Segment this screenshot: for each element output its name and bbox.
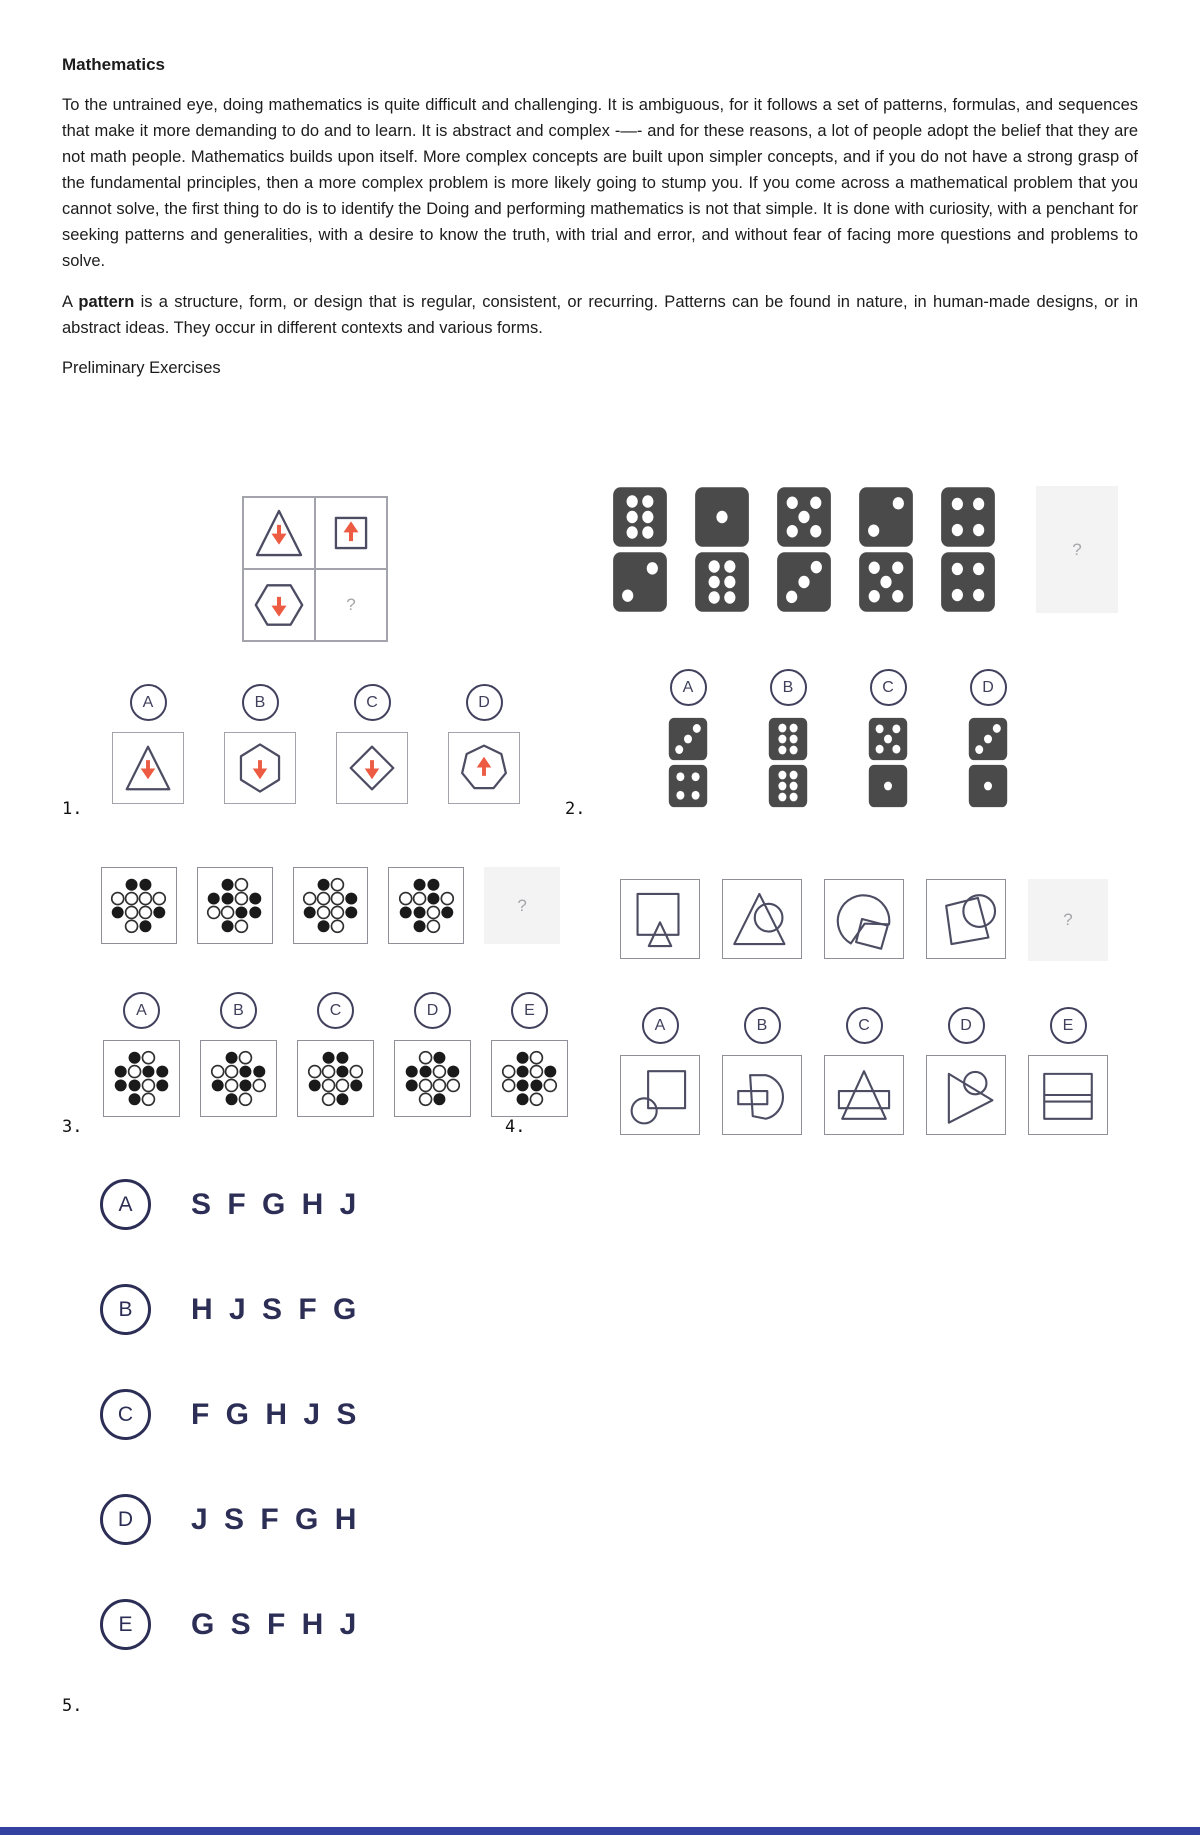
option-shape-box [336,732,408,804]
option-letter-D: D [100,1494,151,1545]
option-A [103,992,180,1117]
exercise-3-options [103,992,560,1117]
domino-half-4-icon [668,764,708,808]
option-D [394,992,471,1117]
domino-half-1-icon [968,764,1008,808]
option-letter-E: E [1050,1007,1087,1044]
composite-shape-square-circle [620,1055,700,1135]
option-D [926,1007,1006,1135]
domino-half-4-icon [940,551,996,613]
pattern-paragraph-prefix: A [62,293,79,311]
option-letter-D: D [970,669,1007,706]
domino-half-5-icon [776,486,832,548]
domino-half-1-icon [868,764,908,808]
composite-shape-triangle-rect [824,1055,904,1135]
option-letter-B: B [220,992,257,1029]
quad-circle-icon [933,886,999,952]
question-mark: ? [1063,910,1073,929]
option-letter-C: C [870,669,907,706]
domino-half-2-icon [858,486,914,548]
domino [858,486,914,613]
question-box [1036,486,1118,613]
option-letter-C: C [100,1389,151,1440]
exercise-number: 2. [565,799,586,819]
option-B [722,1007,802,1135]
domino [868,717,908,808]
triangle-down-arrow-icon [120,740,176,796]
diamond-down-arrow-icon [344,740,400,796]
letter-sequence: F G H J S [191,1397,361,1431]
exercise-row-1 [62,486,1138,821]
domino [768,717,808,808]
exercise-number: 3. [62,1117,83,1137]
letter-sequence: H J S F G [191,1292,361,1326]
option-letter-A: A [100,1179,151,1230]
option-letter-D: D [948,1007,985,1044]
pattern-paragraph-rest: is a structure, form, or design that is regular, consistent, or recurring. Patterns can be found in nature, in human-made designs, or in abstract ideas. They occur in different contexts and various forms. [62,293,1138,337]
letter-option-C [100,1391,1138,1438]
option-letter-A: A [123,992,160,1029]
option-C [336,684,408,804]
letter-option-D [100,1496,1138,1543]
hexagon-v-down-arrow-icon [232,740,288,796]
domino [612,486,668,613]
dot-grid-icon [203,874,266,937]
pattern-term: pattern [78,293,135,311]
dot-grid [101,867,177,944]
letter-sequence: G S F H J [191,1607,361,1641]
grid-cell [315,497,387,569]
composite-shape-banded-square [1028,1055,1108,1135]
domino-half-3-icon [968,717,1008,761]
domino-half-2-icon [612,551,668,613]
exercise-2-options [668,669,1138,808]
exercise-2 [560,486,1138,821]
grid-question-cell [315,569,387,641]
option-B [224,684,296,804]
banded-square-icon [1035,1062,1101,1128]
exercise-number: 5. [62,1696,83,1716]
exercise-number: 4. [505,1117,526,1137]
domino-half-6-icon [612,486,668,548]
domino-half-1-icon [694,486,750,548]
option-shape-box [448,732,520,804]
exercise-3-sequence [101,867,560,944]
domino [694,486,750,613]
letter-option-E [100,1601,1138,1648]
dot-grid-icon [299,874,362,937]
question-mark: ? [1072,539,1082,559]
composite-shape-triangle-circle [722,879,802,959]
intro-paragraph: To the untrained eye, doing mathematics is quite difficult and challenging. It is ambiguous, for it follows a set of patterns, formulas, and sequences that make it more demanding to do and to learn. It is abstract and complex -—- and for these reasons, a lot of people adopt the belief that they are not math people. Mathematics builds upon itself. More complex concepts are built upon simpler concepts, and if you do not have a strong grasp of the fundamental principles, then a more complex problem is more likely going to stump you. If you come across a mathematical problem that you cannot solve, the first thing to do is to identify the Doing and performing mathematics is not that simple. It is done with curiosity, with a penchant for seeking patterns and generalities, with a desire to know the truth, with trial and error, and without fear of facing more questions and problems to solve. [62,96,1138,270]
option-letter-C: C [846,1007,883,1044]
dot-grid-icon [110,1047,173,1110]
option-letter-A: A [670,669,707,706]
footer-bar [0,1827,1200,1835]
domino [668,717,708,808]
option-letter-C: C [317,992,354,1029]
exercises-area [62,486,1138,1716]
question-box [1028,879,1108,961]
domino-half-6-icon [694,551,750,613]
option-D [448,684,520,804]
exercise-number: 1. [62,799,83,819]
exercise-2-sequence [612,486,1138,613]
composite-shape-fan-square [824,879,904,959]
option-B [768,669,808,808]
option-letter-B: B [770,669,807,706]
dot-grid [293,867,369,944]
domino-half-6-icon [768,764,808,808]
domino-half-5-icon [868,717,908,761]
dot-grid-icon [395,874,458,937]
question-mark: ? [517,895,527,915]
domino [940,486,996,613]
dot-grid [491,1040,568,1117]
composite-shape-dshape-rect [722,1055,802,1135]
option-B [200,992,277,1117]
pattern-paragraph [62,289,1138,341]
exercise-row-2 [62,867,1138,1139]
letter-sequence: J S F G H [191,1502,361,1536]
domino-half-3-icon [776,551,832,613]
triangle-rect-icon [831,1062,897,1128]
option-letter-A: A [642,1007,679,1044]
triangle-down-arrow-icon [250,504,308,562]
dot-grid-icon [207,1047,270,1110]
option-letter-E: E [511,992,548,1029]
square-circle-icon [627,1062,693,1128]
letter-sequence: S F G H J [191,1187,361,1221]
domino-half-6-icon [768,717,808,761]
option-letter-A: A [130,684,167,721]
square-up-arrow-icon [322,504,380,562]
tri-right-circle-icon [933,1062,999,1128]
composite-shape-quad-circle [926,879,1006,959]
composite-shape-square-triangle [620,879,700,959]
dot-grid [200,1040,277,1117]
option-shape-box [112,732,184,804]
dot-grid [197,867,273,944]
exercise-4 [505,867,1138,1139]
heptagon-up-arrow-icon [456,740,512,796]
letter-option-A [100,1181,1138,1228]
exercise-4-options [620,1007,1138,1135]
option-A [112,684,184,804]
question-box [484,867,560,944]
option-E [491,992,568,1117]
option-D [968,669,1008,808]
dot-grid-icon [304,1047,367,1110]
fan-square-icon [831,886,897,952]
domino-half-4-icon [940,486,996,548]
triangle-circle-icon [729,886,795,952]
section-subheading: Preliminary Exercises [62,359,221,377]
option-letter-B: B [242,684,279,721]
dot-grid [388,867,464,944]
exercise-1-options [112,684,560,804]
domino-half-5-icon [858,551,914,613]
hexagon-down-arrow-icon [250,576,308,634]
option-letter-B: B [100,1284,151,1335]
composite-shape-tri-right-circle [926,1055,1006,1135]
dshape-rect-icon [729,1062,795,1128]
exercise-1-grid [242,496,388,642]
dot-grid [297,1040,374,1117]
option-E [1028,1007,1108,1135]
exercise-1 [62,486,560,821]
option-letter-D: D [466,684,503,721]
grid-cell [243,569,315,641]
option-A [668,669,708,808]
dot-grid [394,1040,471,1117]
square-triangle-icon [627,886,693,952]
option-C [868,669,908,808]
page-title: Mathematics [62,55,165,74]
option-letter-D: D [414,992,451,1029]
exercise-4-sequence [620,879,1138,961]
option-letter-B: B [744,1007,781,1044]
exercise-5 [62,1181,1138,1716]
option-C [297,992,374,1117]
dot-grid-icon [401,1047,464,1110]
letter-option-B [100,1286,1138,1333]
domino [776,486,832,613]
grid-cell [243,497,315,569]
option-letter-E: E [100,1599,151,1650]
dot-grid [103,1040,180,1117]
domino [968,717,1008,808]
option-letter-C: C [354,684,391,721]
dot-grid-icon [498,1047,561,1110]
option-A [620,1007,700,1135]
question-mark: ? [346,595,356,614]
option-C [824,1007,904,1135]
exercise-3 [62,867,560,1139]
dot-grid-icon [107,874,170,937]
option-shape-box [224,732,296,804]
domino-half-3-icon [668,717,708,761]
